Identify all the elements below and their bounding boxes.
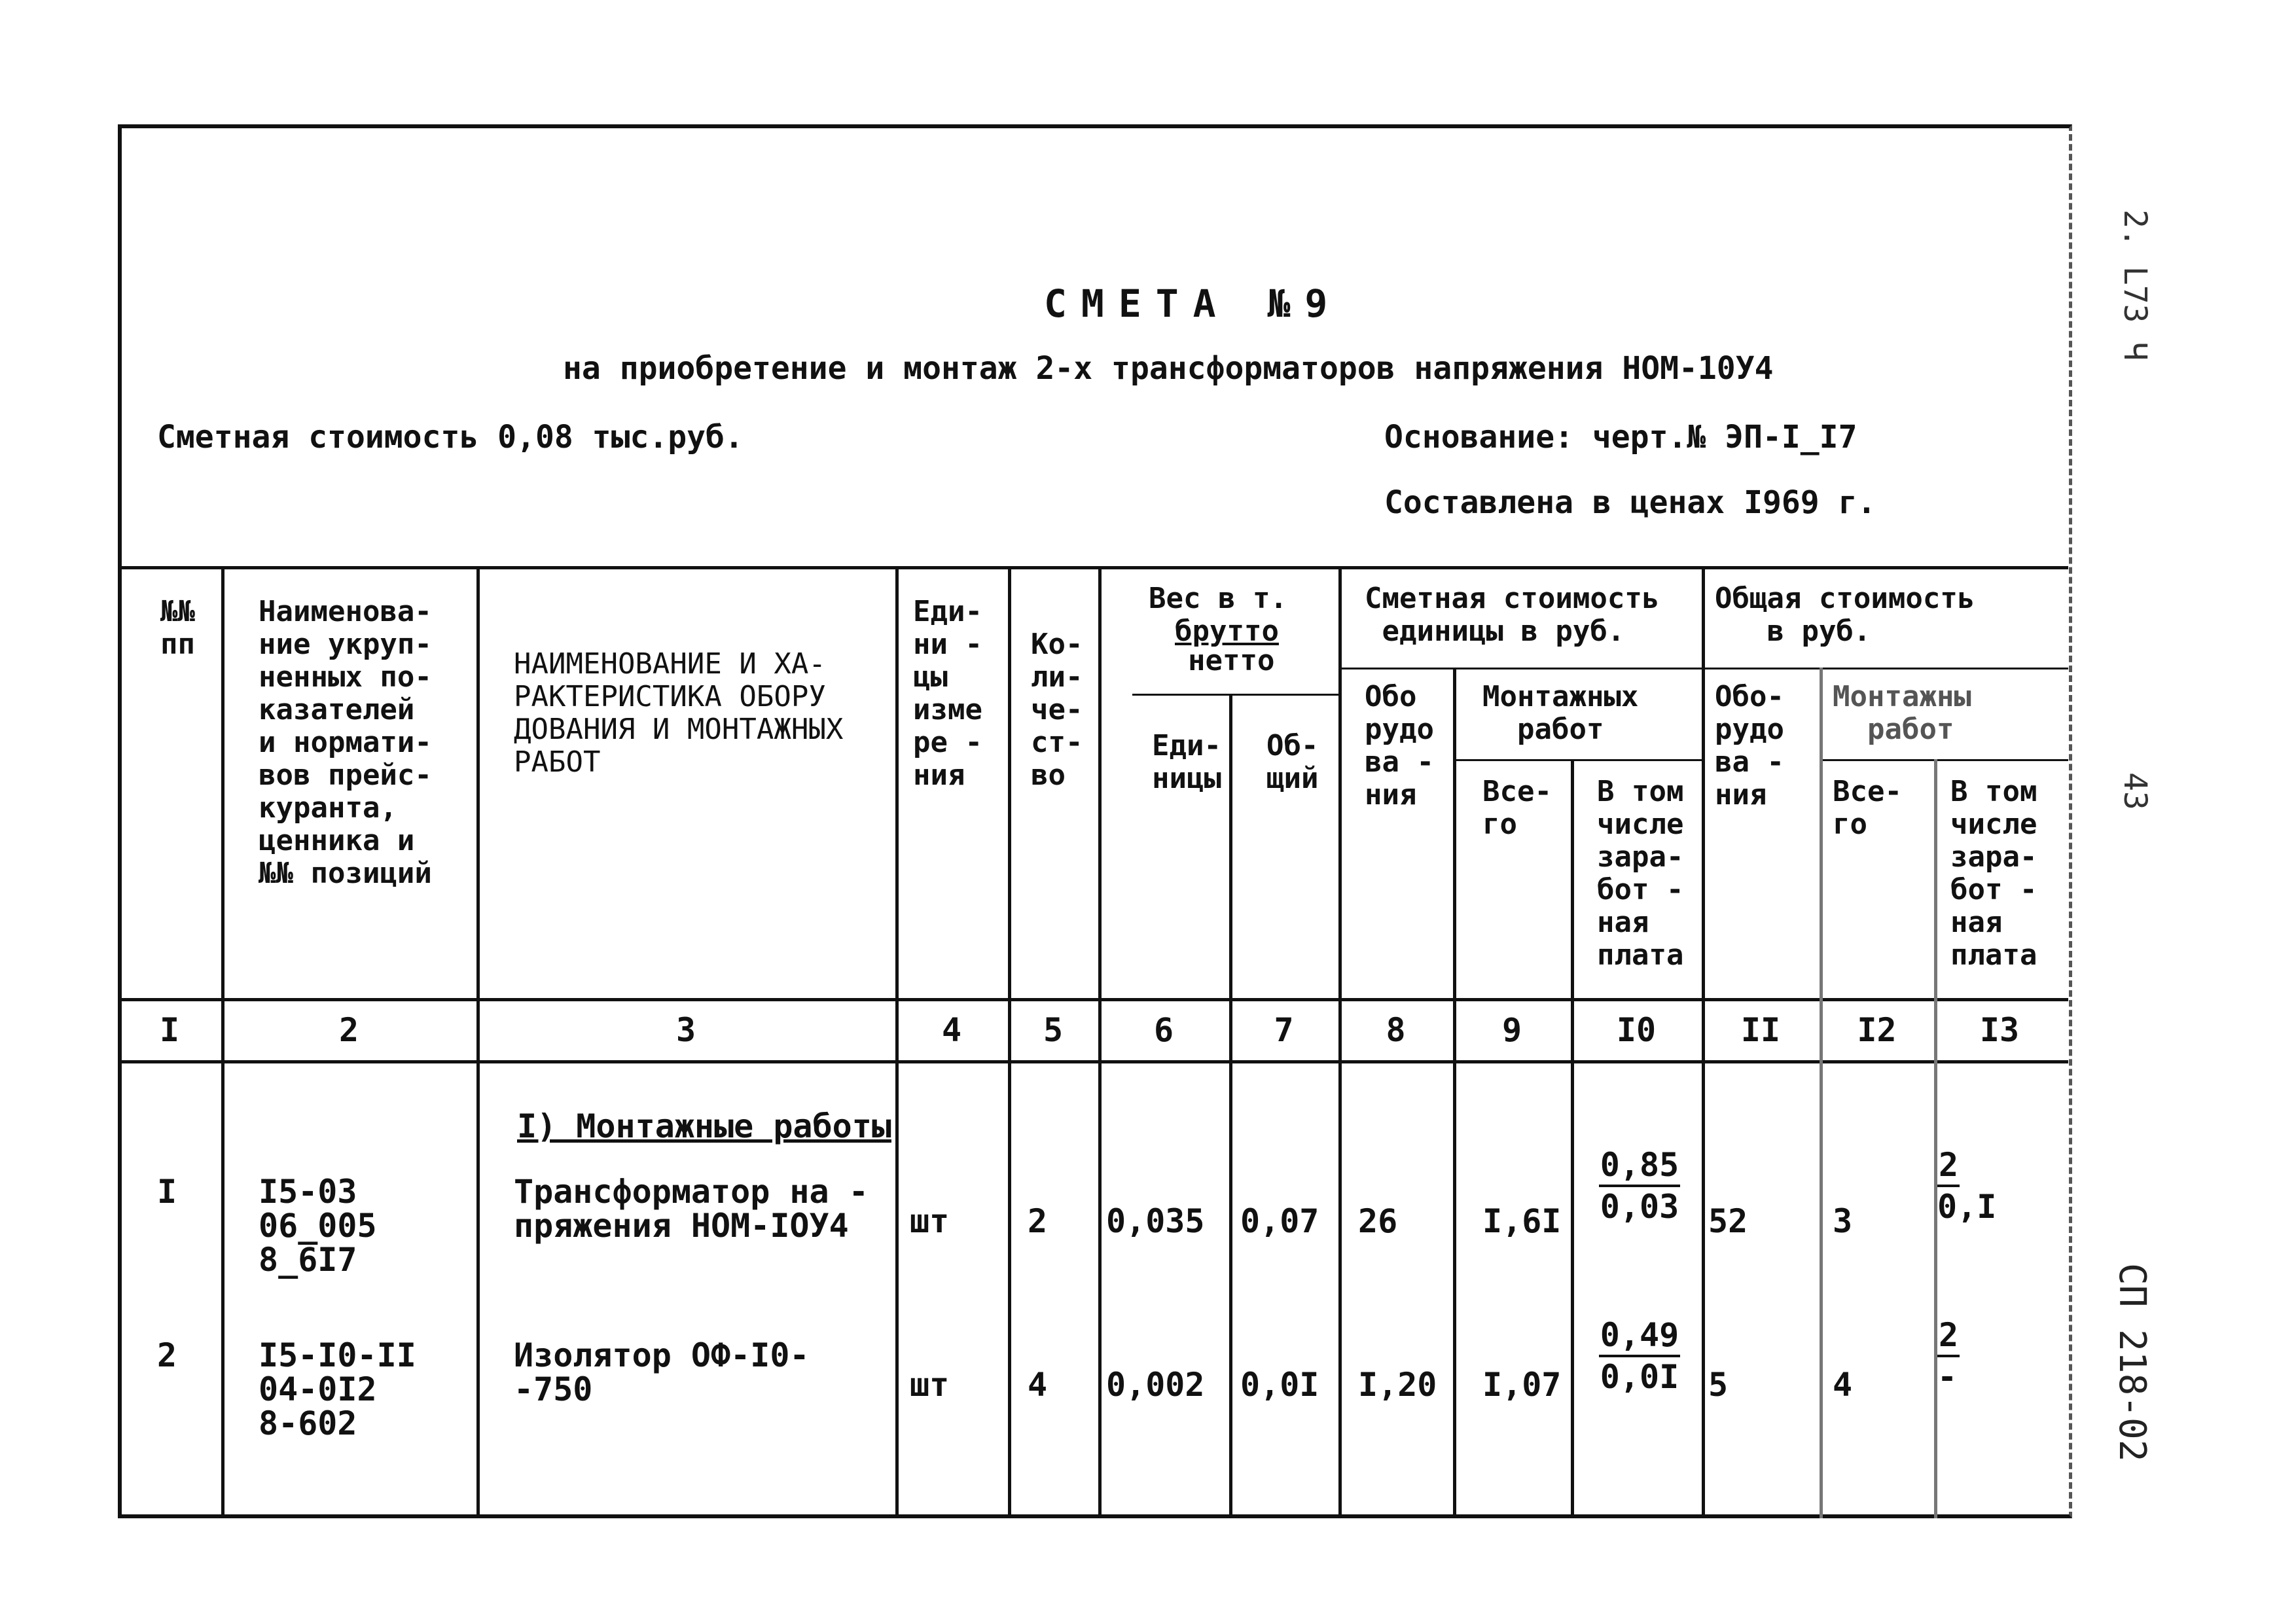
row-unit-install-wage [1584, 1315, 1695, 1397]
row-total-wage [1937, 1145, 2016, 1226]
wage-denominator: - [1937, 1358, 1958, 1396]
margin-note-mid: 43 [2117, 772, 2153, 810]
wage-numerator: 0,85 [1599, 1145, 1680, 1187]
row-name: Трансформатор на - пряжения НОМ-IОУ4 [514, 1173, 869, 1245]
table-top-border [118, 566, 2068, 569]
header-total-install-total: Все- го [1833, 775, 1902, 841]
header-quantity: Ко- ли- че- ст- во [1031, 628, 1083, 792]
wage-denominator: 0,I [1937, 1188, 1997, 1226]
column-numbers-bottom-border [118, 1060, 2068, 1063]
wage-numerator: 2 [1937, 1145, 1960, 1187]
header-total-install-group: Монтажны работ [1833, 680, 1971, 746]
row-unit-equipment: I,20 [1358, 1366, 1437, 1404]
row-total-wage [1937, 1315, 2016, 1397]
margin-note-top: 2. L73 Ч [2117, 209, 2153, 361]
estimated-cost: Сметная стоимость 0,08 тыс.руб. [157, 419, 744, 455]
header-total-equipment: Обо- рудо ва - ния [1715, 680, 1784, 812]
header-weight-netto: нетто [1188, 644, 1275, 677]
row-number: 2 [157, 1336, 177, 1374]
row-unit: шт [910, 1202, 950, 1240]
column-number: 6 [1153, 1011, 1174, 1049]
row-total-install: 4 [1833, 1366, 1853, 1404]
header-total-install-wage: В том числе зара- бот - ная плата [1950, 775, 2037, 972]
column-number: 3 [675, 1011, 696, 1049]
column-number: 7 [1274, 1011, 1294, 1049]
column-number: I [159, 1011, 180, 1049]
column-number: 2 [338, 1011, 359, 1049]
col-line-9 [1571, 759, 1574, 1518]
document-title: СМЕТА №9 [1044, 281, 1342, 326]
row-total-install: 3 [1833, 1202, 1853, 1240]
header-unit-install-wage: В том числе зара- бот - ная плата [1597, 775, 1684, 972]
col-line-8 [1453, 668, 1456, 1518]
row-unit-install-total: I,6I [1482, 1202, 1562, 1240]
header-weight-brutto: брутто [1175, 615, 1279, 648]
column-number: 8 [1386, 1011, 1406, 1049]
column-number: I0 [1616, 1011, 1657, 1049]
basis-reference: Основание: черт.№ ЭП-I_I7 [1384, 419, 1857, 455]
unit-cost-subheader-line [1338, 668, 1705, 669]
row-unit: шт [910, 1366, 950, 1404]
header-unit-install-total: Все- го [1482, 775, 1552, 841]
header-bottom-border [118, 998, 2068, 1001]
row-number: I [157, 1173, 177, 1211]
col-line-11 [1820, 668, 1823, 1518]
wage-denominator: 0,0I [1600, 1358, 1679, 1396]
wage-denominator: 0,03 [1600, 1188, 1679, 1226]
row-total-equipment: 52 [1708, 1202, 1748, 1240]
header-norm-code: Наименова- ние укруп- ненных по- казателей и нормати- вов прейс- куранта, ценника и №№ позиций [259, 595, 432, 890]
install-subheader-line [1456, 759, 1705, 761]
column-number: I3 [1979, 1011, 2020, 1049]
row-total-equipment: 5 [1708, 1366, 1729, 1404]
header-row-number: №№ пп [160, 595, 195, 661]
header-unit: Еди- ни - цы изме ре - ния [913, 595, 982, 792]
header-weight-total: Об- щий [1266, 729, 1319, 795]
header-unit-equipment: Обо рудо ва - ния [1365, 680, 1434, 812]
document-subtitle: на приобретение и монтаж 2-х трансформаторов напряжения НОМ-10У4 [563, 350, 1774, 387]
header-unit-install-group: Монтажных работ [1482, 680, 1639, 746]
row-weight-unit: 0,035 [1106, 1202, 1205, 1240]
header-weight-unit: Еди- ницы [1152, 729, 1221, 795]
row-weight-total: 0,0I [1240, 1366, 1319, 1404]
row-quantity: 2 [1028, 1202, 1048, 1240]
col-line-12 [1934, 759, 1937, 1518]
header-weight-group: Вес в т. [1149, 582, 1287, 615]
row-quantity: 4 [1028, 1366, 1048, 1404]
column-number: 5 [1043, 1011, 1064, 1049]
row-norm-code: I5-03 06_005 8_6I7 [259, 1173, 377, 1279]
row-weight-unit: 0,002 [1106, 1366, 1205, 1404]
margin-note-bottom: СП 218-02 [2111, 1263, 2153, 1462]
column-number: II [1740, 1011, 1781, 1049]
header-unit-cost-group: Сметная стоимость единицы в руб. [1365, 582, 1660, 648]
total-cost-subheader-line [1705, 668, 2068, 669]
header-total-cost-group: Общая стоимость в руб. [1715, 582, 1975, 648]
row-unit-install-wage [1584, 1145, 1695, 1226]
wage-numerator: 2 [1937, 1315, 1960, 1357]
prices-year: Составлена в ценах I969 г. [1384, 484, 1876, 521]
wage-numerator: 0,49 [1599, 1315, 1680, 1357]
header-equipment-name: НАИМЕНОВАНИЕ И ХА- РАКТЕРИСТИКА ОБОРУ ДОВАНИЯ И МОНТАЖНЫХ РАБОТ [514, 647, 844, 779]
column-number: 9 [1501, 1011, 1522, 1049]
column-number: I2 [1857, 1011, 1897, 1049]
section-title: I) Монтажные работы [517, 1107, 891, 1145]
col-line-6 [1229, 694, 1232, 1518]
weight-subheader-line [1132, 694, 1338, 696]
row-name: Изолятор ОФ-I0- -750 [514, 1336, 810, 1408]
row-unit-equipment: 26 [1358, 1202, 1398, 1240]
row-norm-code: I5-I0-II 04-0I2 8-602 [259, 1336, 416, 1442]
column-number: 4 [941, 1011, 962, 1049]
install2-subheader-line [1820, 759, 2068, 761]
row-unit-install-total: I,07 [1482, 1366, 1562, 1404]
row-weight-total: 0,07 [1240, 1202, 1319, 1240]
